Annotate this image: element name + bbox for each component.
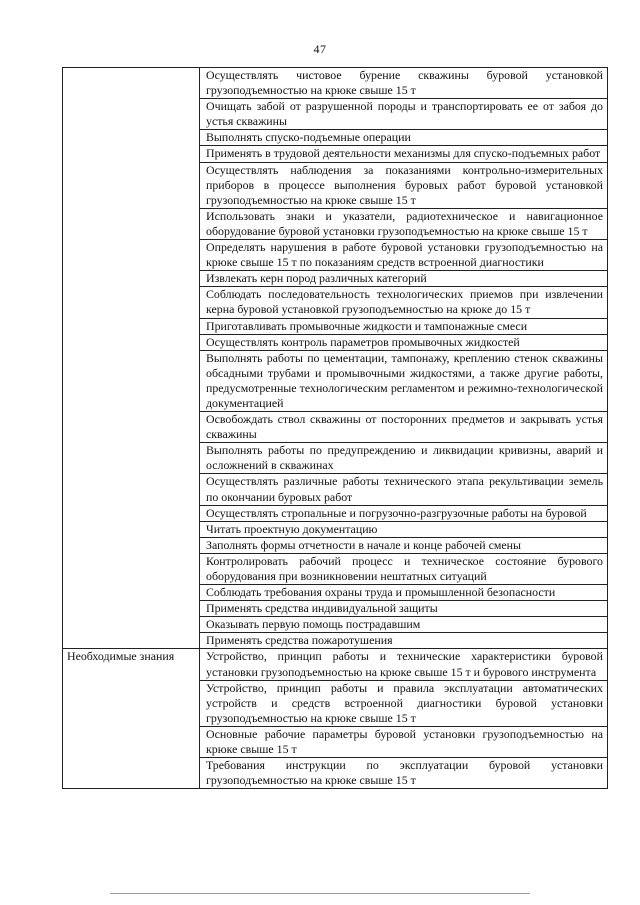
table-body <box>63 68 608 789</box>
table-cell-item: Контролировать рабочий процесс и техническое состояние бурового оборудования при возникновении нештатных ситуаций <box>200 553 608 584</box>
page-number: 47 <box>313 42 327 56</box>
table-cell-item: Очищать забой от разрушенной породы и транспортировать ее от забоя до устья скважины <box>200 99 608 130</box>
table-cell-item: Требования инструкции по эксплуатации буровой установки грузоподъемностью на крюке свыше 15 т <box>200 758 608 789</box>
table-cell-item: Читать проектную документацию <box>200 521 608 537</box>
table-cell-item: Заполнять формы отчетности в начале и конце рабочей смены <box>200 537 608 553</box>
section-label: Необходимые знания <box>63 649 200 789</box>
table-cell-item: Основные рабочие параметры буровой установки грузоподъемностью на крюке свыше 15 т <box>200 726 608 757</box>
table-cell-item: Применять средства индивидуальной защиты <box>200 601 608 617</box>
table-cell-item: Осуществлять чистовое бурение скважины буровой установкой грузоподъемностью на крюке свыше 15 т <box>200 68 608 99</box>
table-cell-item: Применять средства пожаротушения <box>200 633 608 649</box>
table-cell-item: Устройство, принцип работы и правила эксплуатации автоматических устройств и средств встроенной диагностики буровой установки грузоподъемностью на крюке свыше 15 т <box>200 680 608 726</box>
table-cell-item: Выполнять спуско-подъемные операции <box>200 130 608 146</box>
table-cell-item: Освобождать ствол скважины от посторонних предметов и закрывать устья скважины <box>200 412 608 443</box>
table-cell-item: Соблюдать последовательность технологических приемов при извлечении керна буровой установкой грузоподъемностью на крюке до 15 т <box>200 287 608 318</box>
table-cell-item: Устройство, принцип работы и технические характеристики буровой установки грузоподъемностью на крюке свыше 15 т и бурового инструмента <box>200 649 608 680</box>
table-cell-item: Определять нарушения в работе буровой установки грузоподъемностью на крюке свыше 15 т по показаниям средств встроенной диагностики <box>200 240 608 271</box>
table-cell-item: Выполнять работы по предупреждению и ликвидации кривизны, аварий и осложнений в скважинах <box>200 443 608 474</box>
page-bottom-rule <box>110 893 530 894</box>
table-cell-item: Выполнять работы по цементации, тампонажу, креплению стенок скважины обсадными трубами и промывочными жидкостями, а также другие работы, предусмотренные технологическим регламентом и режимно-технологической документацией <box>200 350 608 411</box>
table-cell-item: Оказывать первую помощь пострадавшим <box>200 617 608 633</box>
table-cell-item: Применять в трудовой деятельности механизмы для спуско-подъемных работ <box>200 146 608 162</box>
table-cell-item: Осуществлять контроль параметров промывочных жидкостей <box>200 334 608 350</box>
table-row <box>63 68 608 99</box>
table-cell-item: Соблюдать требования охраны труда и промышленной безопасности <box>200 585 608 601</box>
table-cell-item: Осуществлять наблюдения за показаниями контрольно-измерительных приборов в процессе выполнения буровых работ буровой установкой грузоподъемностью на крюке свыше 15 т <box>200 162 608 208</box>
table-cell-item: Осуществлять стропальные и погрузочно-разгрузочные работы на буровой <box>200 505 608 521</box>
table-cell-item: Извлекать керн пород различных категорий <box>200 271 608 287</box>
table-cell-item: Использовать знаки и указатели, радиотехническое и навигационное оборудование буровой установки грузоподъемностью на крюке свыше 15 т <box>200 208 608 239</box>
table-cell-item: Осуществлять различные работы технического этапа рекультивации земель по окончании буровых работ <box>200 474 608 505</box>
table-row <box>63 649 608 680</box>
competency-table <box>62 67 608 789</box>
section-label <box>63 68 200 649</box>
table-cell-item: Приготавливать промывочные жидкости и тампонажные смеси <box>200 318 608 334</box>
